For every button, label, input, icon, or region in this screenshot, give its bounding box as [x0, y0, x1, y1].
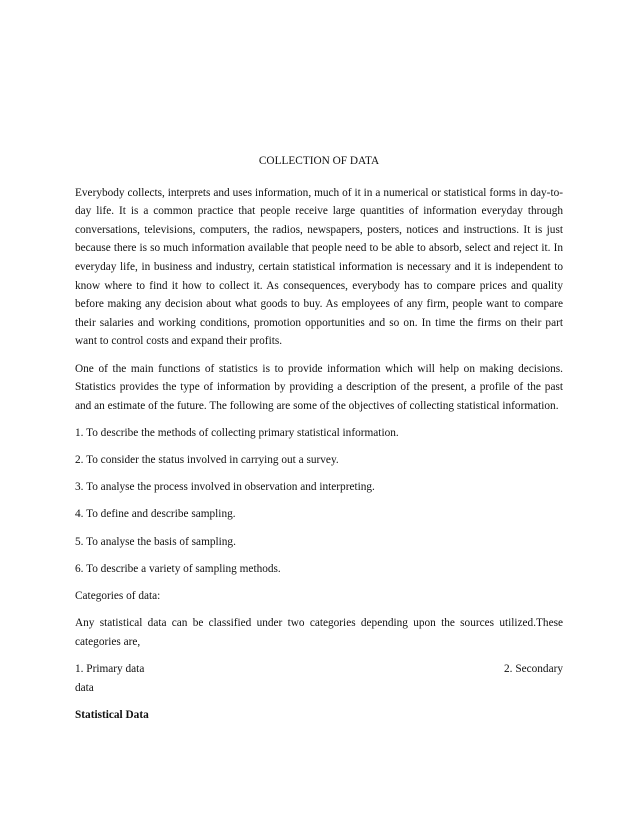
document-page — [75, 152, 563, 724]
list-item: 3. To analyse the process involved in observation and interpreting. — [75, 481, 375, 494]
list-item: 1. To describe the methods of collecting primary statistical information. — [75, 426, 399, 439]
category-secondary: 2. Secondary — [504, 663, 563, 675]
categories-label: Categories of data: — [75, 590, 161, 603]
section-heading: Statistical Data — [75, 708, 149, 721]
list-item: 2. To consider the status involved in carrying out a survey. — [75, 454, 339, 467]
paragraph-categories: Any statistical data can be classified under two categories depending upon the sources utilized.These categories are, — [75, 617, 563, 648]
list-item: 5. To analyse the basis of sampling. — [75, 535, 236, 548]
category-primary: 1. Primary data — [75, 663, 145, 675]
category-secondary-continuation: data — [75, 681, 94, 694]
list-item: 6. To describe a variety of sampling methods. — [75, 562, 281, 575]
paragraph-intro: Everybody collects, interprets and uses information, much of it in a numerical or statistical forms in day-to-day life. It is a common practice that people receive large quantities of information everyday through conversations, televisions, computers, the radios, newspapers, posters, notices and instructions. It is just because there is so much information available that people need to be able to absorb, select and reject it. In everyday life, in business and industry, certain statistical information is necessary and it is independent to know where to find it how to collect it. As consequences, everybody has to compare prices and quality before making any decision about what goods to buy. As employees of any firm, people want to compare their salaries and working conditions, promotion opportunities and so on. In time the firms on their part want to control costs and expand their profits. — [75, 186, 563, 348]
paragraph-functions: One of the main functions of statistics is to provide information which will help on making decisions. Statistics provides the type of information by providing a description of the present, a profile of the past and an estimate of the future. The following are some of the objectives of collecting statistical information. — [75, 362, 563, 412]
objectives-list — [75, 424, 563, 579]
list-item: 4. To define and describe sampling. — [75, 508, 236, 521]
categories-row — [75, 660, 563, 679]
document-title: COLLECTION OF DATA — [258, 155, 380, 167]
